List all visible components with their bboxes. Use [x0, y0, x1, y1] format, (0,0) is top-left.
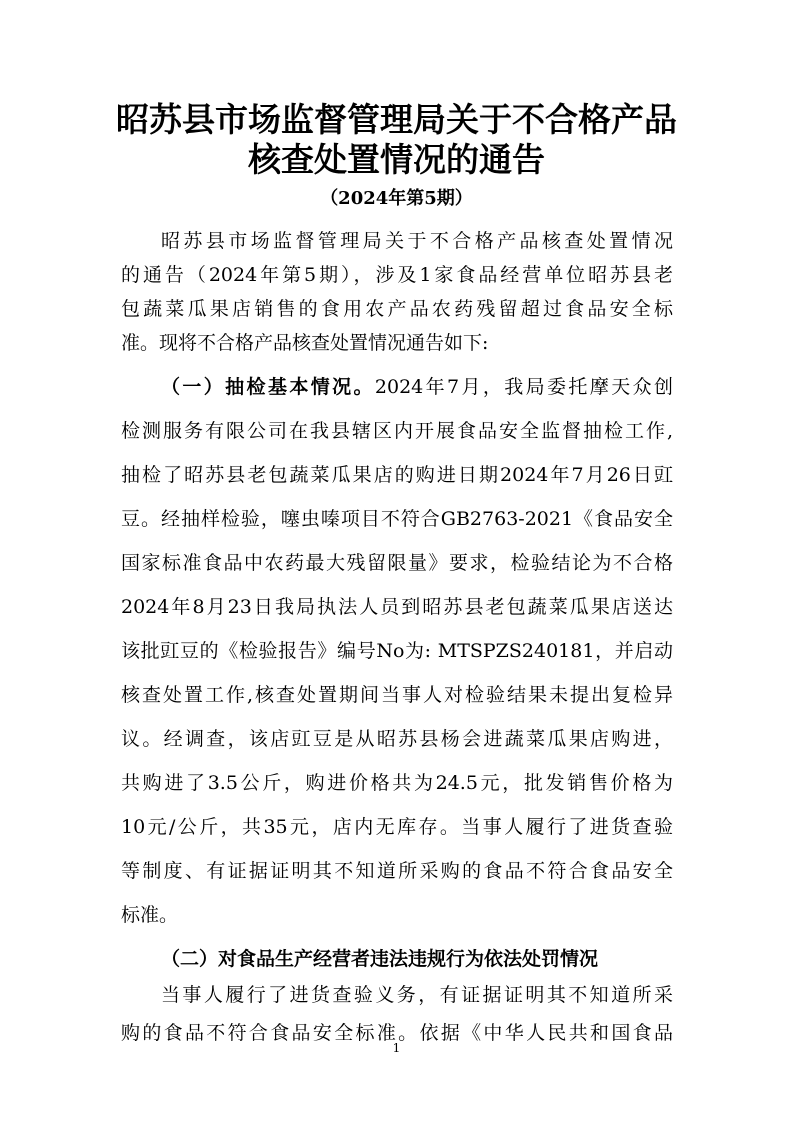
- section1-heading: （一）抽检基本情况。: [161, 376, 375, 398]
- document-title-line-2: 核查处置情况的通告: [248, 140, 545, 179]
- intro-line: 昭苏县市场监督管理局关于不合格产品核查处置情况: [161, 230, 673, 252]
- section1-line: 豆。经抽样检验，噻虫嗪项目不符合GB2763-2021《食品安全: [121, 508, 673, 530]
- intro-line: 的通告（2024年第5期），涉及1家食品经营单位昭苏县老: [121, 264, 673, 286]
- section1-line: 标准。: [121, 904, 179, 926]
- section1-line: 2024年8月23日我局执法人员到昭苏县老包蔬菜瓜果店送达: [121, 596, 673, 618]
- section1-line: 核查处置工作,核查处置期间当事人对检验结果未提出复检异: [121, 684, 673, 706]
- intro-line: 准。现将不合格产品核查处置情况通告如下:: [121, 332, 489, 354]
- section1-line: 该批豇豆的《检验报告》编号No为: MTSPZS240181，并启动: [121, 640, 673, 662]
- document-subtitle: （2024年第5期）: [320, 188, 473, 209]
- intro-line: 包蔬菜瓜果店销售的食用农产品农药残留超过食品安全标: [121, 298, 673, 320]
- section1-line: 等制度、有证据证明其不知道所采购的食品不符合食品安全: [121, 860, 673, 882]
- document-title-line-1: 昭苏县市场监督管理局关于不合格产品: [116, 100, 677, 139]
- section2-line: 购的食品不符合食品安全标准。依据《中华人民共和国食品: [121, 1022, 673, 1044]
- page-number: 1: [392, 1041, 401, 1055]
- section1-line: 国家标准食品中农药最大残留限量》要求，检验结论为不合格: [121, 552, 673, 574]
- section1-line: 共购进了3.5公斤，购进价格共为24.5元，批发销售价格为: [121, 772, 673, 794]
- section1-line: 10元/公斤，共35元，店内无库存。当事人履行了进货查验: [121, 816, 673, 838]
- section1-line: 检测服务有限公司在我县辖区内开展食品安全监督抽检工作,: [121, 420, 673, 442]
- section1-first-line-text: 2024年7月，我局委托摩天众创: [374, 376, 673, 398]
- section2-line: 当事人履行了进货查验义务，有证据证明其不知道所采: [161, 984, 673, 1006]
- section1-line: 议。经调查，该店豇豆是从昭苏县杨会进蔬菜瓜果店购进，: [121, 728, 673, 750]
- section1-first-line: [161, 372, 673, 402]
- section1-line: 抽检了昭苏县老包蔬菜瓜果店的购进日期2024年7月26日豇: [121, 464, 673, 486]
- section2-heading: （二）对食品生产经营者违法违规行为依法处罚情况: [161, 948, 599, 970]
